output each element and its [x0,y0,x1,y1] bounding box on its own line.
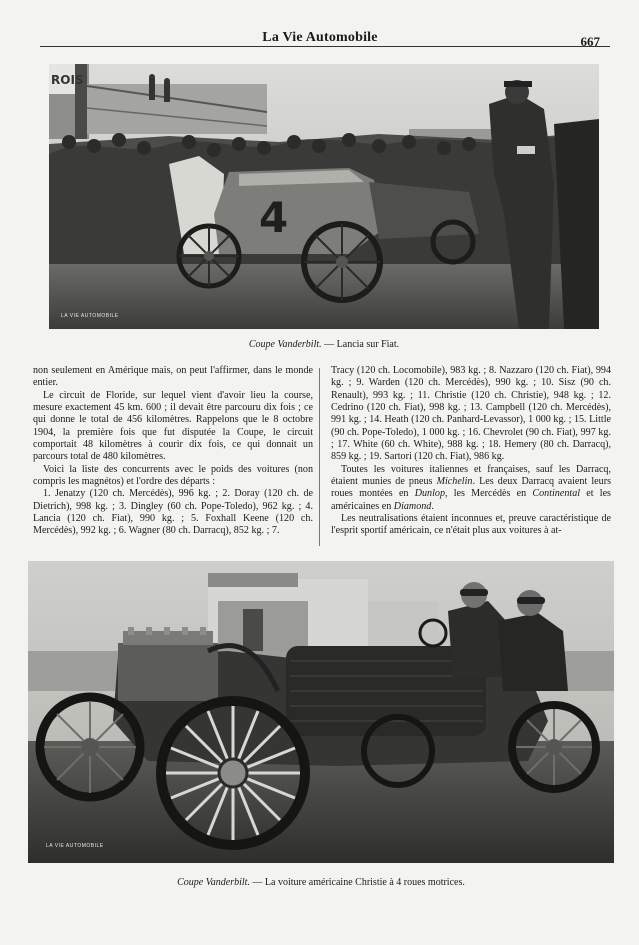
photo-credit: LA VIE AUTOMOBILE [61,313,119,319]
photo-christie-car [28,561,614,863]
page-number: 667 [580,34,600,49]
race-number: 4 [259,193,289,242]
brand-continental: Continental [532,488,581,500]
paragraph: Tracy (120 ch. Locomobile), 983 kg. ; 8. Nazzaro (120 ch. Fiat), 994 kg. ; 9. Warden (120 ch. Mercédès), 990 kg. ; 10. Sisz (90 ch. Renault), 993 kg. ; 11. Christie (120 ch. Christie), 948 kg. ; 12. Cedrino (120 ch. Fiat), 998 kg. ; 13. Campbell (120 ch. Mercédès), 991 kg. ; 14. Heath (120 ch. Panhard-Levassor), 1 000 kg. ; 15. Little (90 ch. Pope-Toledo), 1 000 kg. ; 16. Chevrolet (90 ch. Fiat), 997 kg. ; 17. White (60 ch. White), 988 kg. ; 18. Hemery (80 ch. Darracq), 859 kg. ; 19. Sartori (120 ch. Fiat), 986 kg. [331,365,611,463]
paragraph: Le circuit de Floride, sur lequel vient d'avoir lieu la course, mesure exactement 45 km. 600 ; il devait être parcouru dix fois ; ce qui donne le total de 456 kilomètres. Rappelons que le 8 octobre 1904, la première fois que fut disputée la Coupe, le circuit comportait 48 kilomètres à courir dix fois, ce qui donnait un parcours total de 480 kilomètres. [33,389,313,463]
photo-credit: LA VIE AUTOMOBILE [46,843,104,849]
photo2-caption-title: Coupe Vanderbilt. [177,877,250,888]
photo-lancia-fiat [49,64,599,329]
stand-sign: ROIS [51,73,84,87]
article-left-column [33,365,313,538]
brand-dunlop: Dunlop [414,488,445,500]
photo2-caption [28,877,614,888]
paragraph: non seulement en Amérique mais, on peut l'affirmer, dans le monde entier. [33,365,313,389]
running-head [40,26,600,48]
text-run: Toutes les voitures italiennes et françaises, sauf les Darracq, étaient munies de pneus [331,463,611,488]
text-run: et les américaines en [331,488,611,512]
brand-diamond: Diamond [393,500,432,512]
text-run: . [431,500,434,512]
photo1-caption-title: Coupe Vanderbilt. [248,339,322,350]
paragraph [331,464,611,513]
brand-michelin: Michelin [436,476,473,488]
paragraph: Les neutralisations étaient inconnues et, preuve caractéristique de l'esprit sportif américain, ce n'était plus aux voitures à at- [331,513,611,537]
article-right-column [331,365,611,538]
text-run: . Les deux Darracq avaient leurs roues montées en [331,476,611,500]
running-title: La Vie Automobile [262,30,378,45]
header-rule [40,46,610,47]
column-rule [319,368,320,546]
photo-lancia-fiat-drawing [49,64,599,329]
photo1-caption-text: — Lancia sur Fiat. [321,339,400,350]
paragraph: 1. Jenatzy (120 ch. Mercédès), 996 kg. ; 2. Doray (120 ch. de Dietrich), 998 kg. ; 3. Dingley (60 ch. Pope-Toledo), 962 kg. ; 4. Lancia (120 ch. Fiat), 990 kg. ; 5. Foxhall Keene (120 ch. Mercédès), 992 kg. ; 6. Wagner (80 ch. Darracq), 852 kg. ; 7. [33,488,313,537]
photo1-caption [49,339,599,350]
photo2-caption-text: — La voiture américaine Christie à 4 roues motrices. [249,877,465,888]
photo-christie-drawing [28,561,614,863]
paragraph: Voici la liste des concurrents avec le poids des voitures (non compris les magnétos) et l'ordre des départs : [33,463,313,488]
text-run: , les Mercédès en [444,488,533,500]
